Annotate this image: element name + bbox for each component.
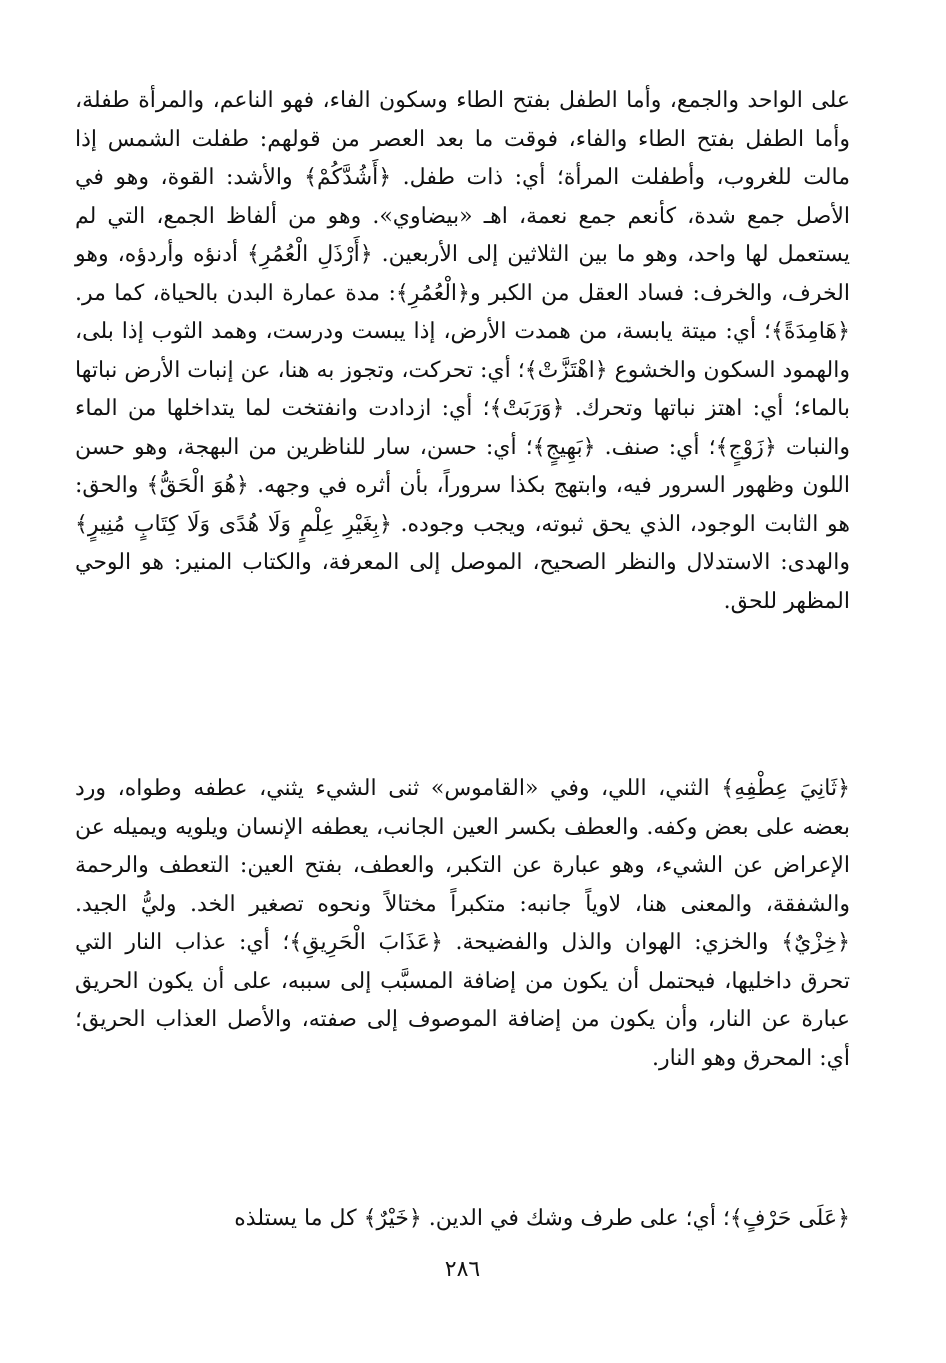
- book-page: [75, 82, 850, 1352]
- page-number: ٢٨٦: [444, 1257, 481, 1282]
- paragraph-1: على الواحد والجمع، وأما الطفل بفتح الطاء وسكون الفاء، فهو الناعم، والمرأة طفلة، وأما الطفل بفتح الطاء والفاء، فوقت ما بعد العصر من قولهم: طفلت الشمس إذا مالت للغروب، وأطفلت المرأة؛ أي: ذات طفل. ﴿أَشُدَّكُمْ﴾ والأشد: القوة، وهو في الأصل جمع شدة، كأنعم جمع نعمة، اهـ «بيضاوي». وهو من ألفاظ الجمع، التي لم يستعمل لها واحد، وهو ما بين الثلاثين إلى الأربعين. ﴿أَرْذَلِ الْعُمُرِ﴾ أدنؤه وأردؤه، وهو الخرف، والخرف: فساد العقل من الكبر و﴿الْعُمُرِ﴾: مدة عمارة البدن بالحياة، كما مر. ﴿هَامِدَةً﴾؛ أي: ميتة يابسة، من همدت الأرض، إذا يبست ودرست، وهمد الثوب إذا بلى، والهمود السكون والخشوع ﴿اهْتَزَّتْ﴾؛ أي: تحركت، وتجوز به هنا، عن إنبات الأرض نباتها بالماء؛ أي: اهتز نباتها وتحرك. ﴿وَرَبَتْ﴾؛ أي: ازدادت وانفتخت لما يتداخلها من الماء والنبات ﴿زَوْجٍ﴾؛ أي: صنف. ﴿بَهِيجٍ﴾؛ أي: حسن، سار للناظرين من البهجة، وهو حسن اللون وظهور السرور فيه، وابتهج بكذا سروراً، بأن أثره في وجهه. ﴿هُوَ الْحَقُّ﴾ والحق: هو الثابت الوجود، الذي يحق ثبوته، ويجب وجوده. ﴿بِغَيْرِ عِلْمٍ وَلَا هُدًى وَلَا كِتَابٍ مُنِيرٍ﴾ والهدى: الاستدلال والنظر الصحيح، الموصل إلى المعرفة، والكتاب المنير: هو الوحي المظهر للحق.: [75, 88, 851, 614]
- paragraph-2: ﴿ثَانِيَ عِطْفِهِ﴾ الثني، اللي، وفي «القاموس» ثنى الشيء يثني، عطفه وطواه، ورد بعضه على بعض وكفه. والعطف بكسر العين الجانب، يعطفه الإنسان ويلويه ويميله عن الإعراض عن الشيء، وهو عبارة عن التكبر، والعطف، بفتح العين: التعطف والرحمة والشفقة، والمعنى هنا، لاوياً جانبه: متكبراً مختالاً ونحوه تصغير الخد. وليُّ الجيد. ﴿خِزْيٌ﴾ والخزي: الهوان والذل والفضيحة. ﴿عَذَابَ الْحَرِيقِ﴾؛ أي: عذاب النار التي تحرق داخليها، فيحتمل أن يكون من إضافة المسبَّب إلى سببه، على أن يكون الحريق عبارة عن النار، وأن يكون من إضافة الموصوف إلى صفته، والأصل العذاب الحريق؛ أي: المحرق وهو النار.: [75, 776, 850, 1071]
- paragraph-3: ﴿عَلَى حَرْفٍ﴾؛ أي؛ على طرف وشك في الدين. ﴿خَيْرٌ﴾ كل ما يستلذه: [234, 1206, 850, 1231]
